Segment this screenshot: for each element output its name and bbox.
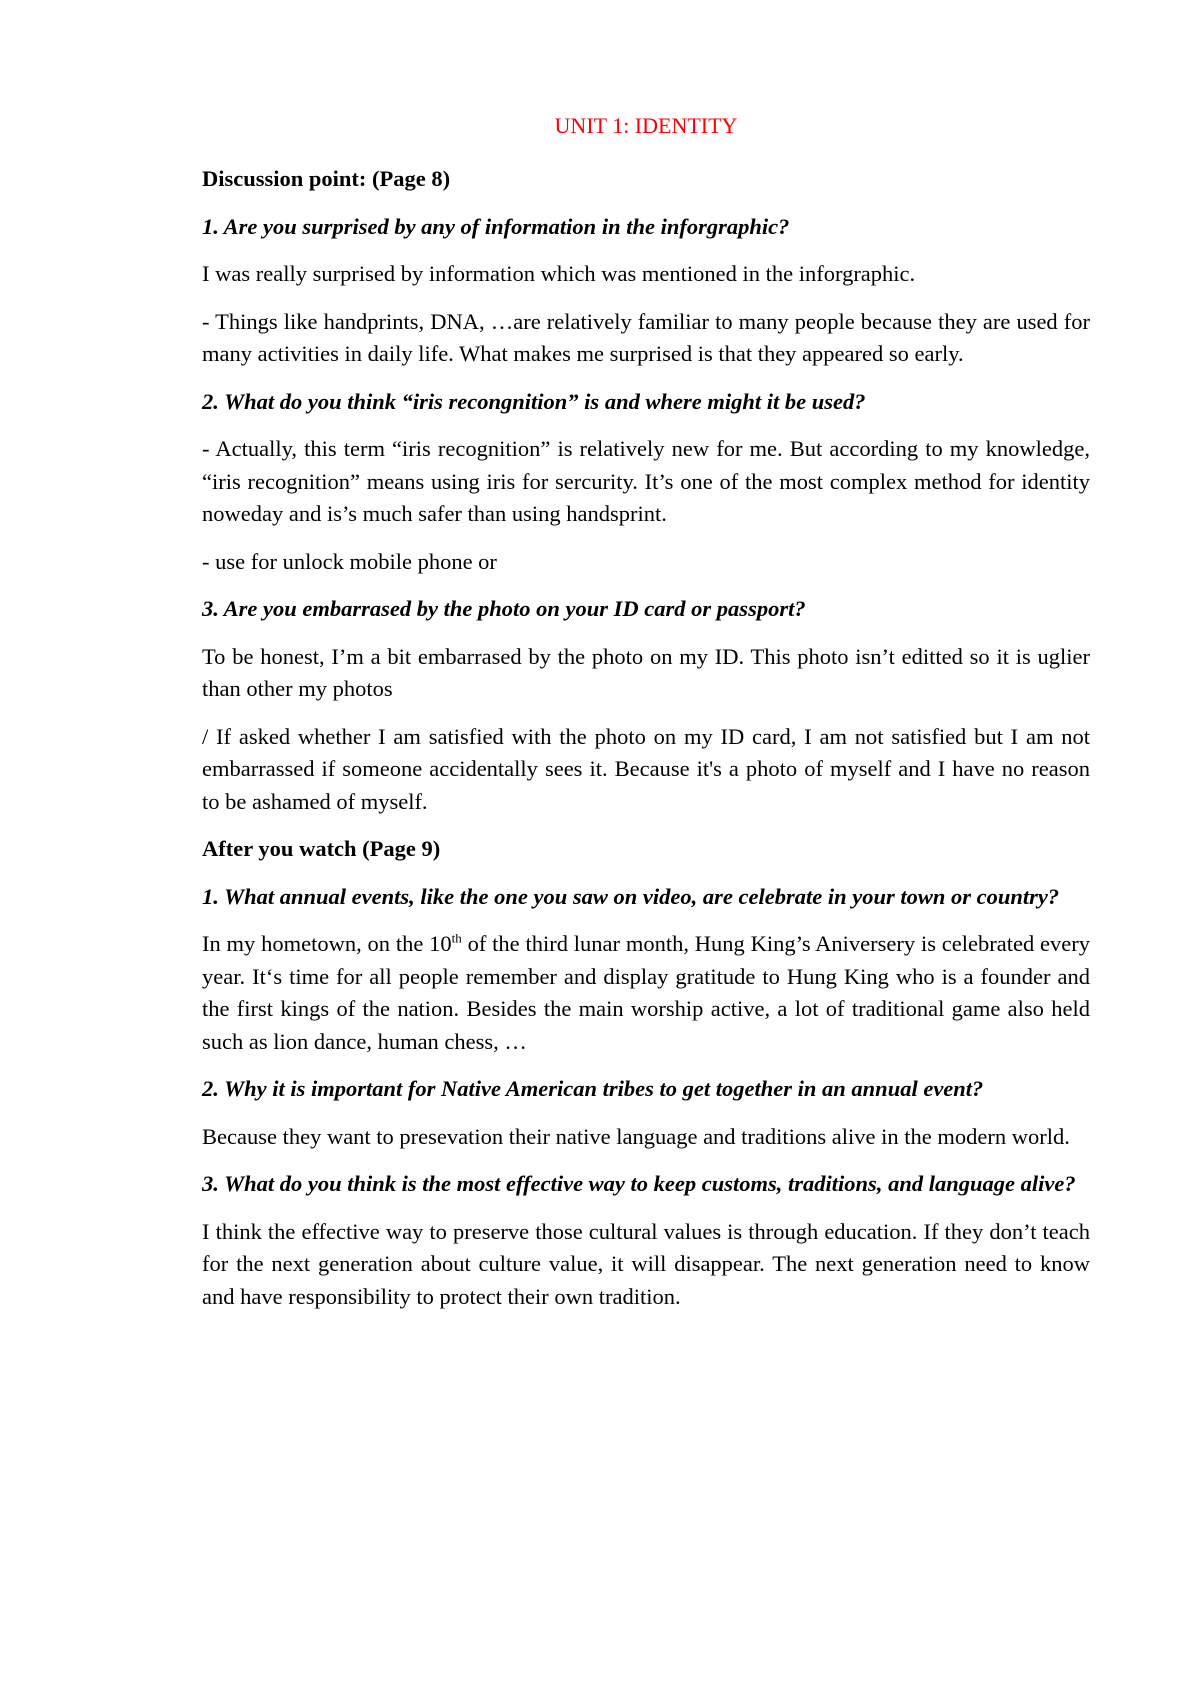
watch-question-3: 3. What do you think is the most effective way to keep customs, traditions, and language alive? xyxy=(202,1171,1076,1196)
question-2: 2. What do you think “iris recongnition” is and where might it be used? xyxy=(202,388,866,414)
question-1: 1. Are you surprised by any of information in the inforgraphic? xyxy=(202,213,790,239)
question-3: 3. Are you embarrased by the photo on your ID card or passport? xyxy=(202,596,806,621)
watch-answer-2: Because they want to presevation their native language and traditions alive in the modern world. xyxy=(202,1123,1070,1149)
answer-1-paragraph-1: I was really surprised by information which was mentioned in the inforgraphic. xyxy=(202,261,916,286)
section-heading-after-watch: After you watch (Page 9) xyxy=(202,836,441,861)
answer-2-paragraph-2: - use for unlock mobile phone or xyxy=(202,548,497,574)
ordinal-suffix: th xyxy=(451,930,462,946)
answer-3-paragraph-1: To be honest, I’m a bit embarrased by the photo on my ID. This photo isn’t editted so it is uglier than other my photos xyxy=(202,643,1090,701)
answer-1-paragraph-2: - Things like handprints, DNA, …are relatively familiar to many people because they are used for many activities in daily life. What makes me surprised is that they appeared so early. xyxy=(202,308,1090,366)
watch-question-1: 1. What annual events, like the one you saw on video, are celebrate in your town or country? xyxy=(202,883,1060,909)
page-title: UNIT 1: IDENTITY xyxy=(554,113,738,138)
answer-2-paragraph-1: - Actually, this term “iris recognition” is relatively new for me. But according to my knowledge, “iris recognition” means using iris for sercurity. It’s one of the most complex method for identity noweday and is’s much safer than using handsprint. xyxy=(202,436,1090,526)
watch-question-2: 2. Why it is important for Native American tribes to get together in an annual event? xyxy=(202,1076,984,1101)
answer-3-paragraph-2: / If asked whether I am satisfied with the photo on my ID card, I am not satisfied but I am not embarrassed if someone accidentally sees it. Because it's a photo of myself and I have no reason to be ashamed of myself. xyxy=(202,723,1090,814)
watch-answer-1-start: In my hometown, on the 10 xyxy=(202,931,452,956)
watch-answer-1 xyxy=(202,928,1090,1058)
section-heading-discussion: Discussion point: (Page 8) xyxy=(202,166,451,191)
watch-answer-3: I think the effective way to preserve those cultural values is through education. If they don’t teach for the next generation about culture value, it will disappear. The next generation need to know and have responsibility to protect their own tradition. xyxy=(202,1218,1090,1309)
watch-answer-1-rest: of the third lunar month, Hung King’s Aniversery is celebrated every year. It‘s time for all people remember and display gratitude to Hung King who is a founder and the first kings of the nation. Besides the main worship active, a lot of traditional game also held such as lion dance, human chess, … xyxy=(202,931,1090,1054)
